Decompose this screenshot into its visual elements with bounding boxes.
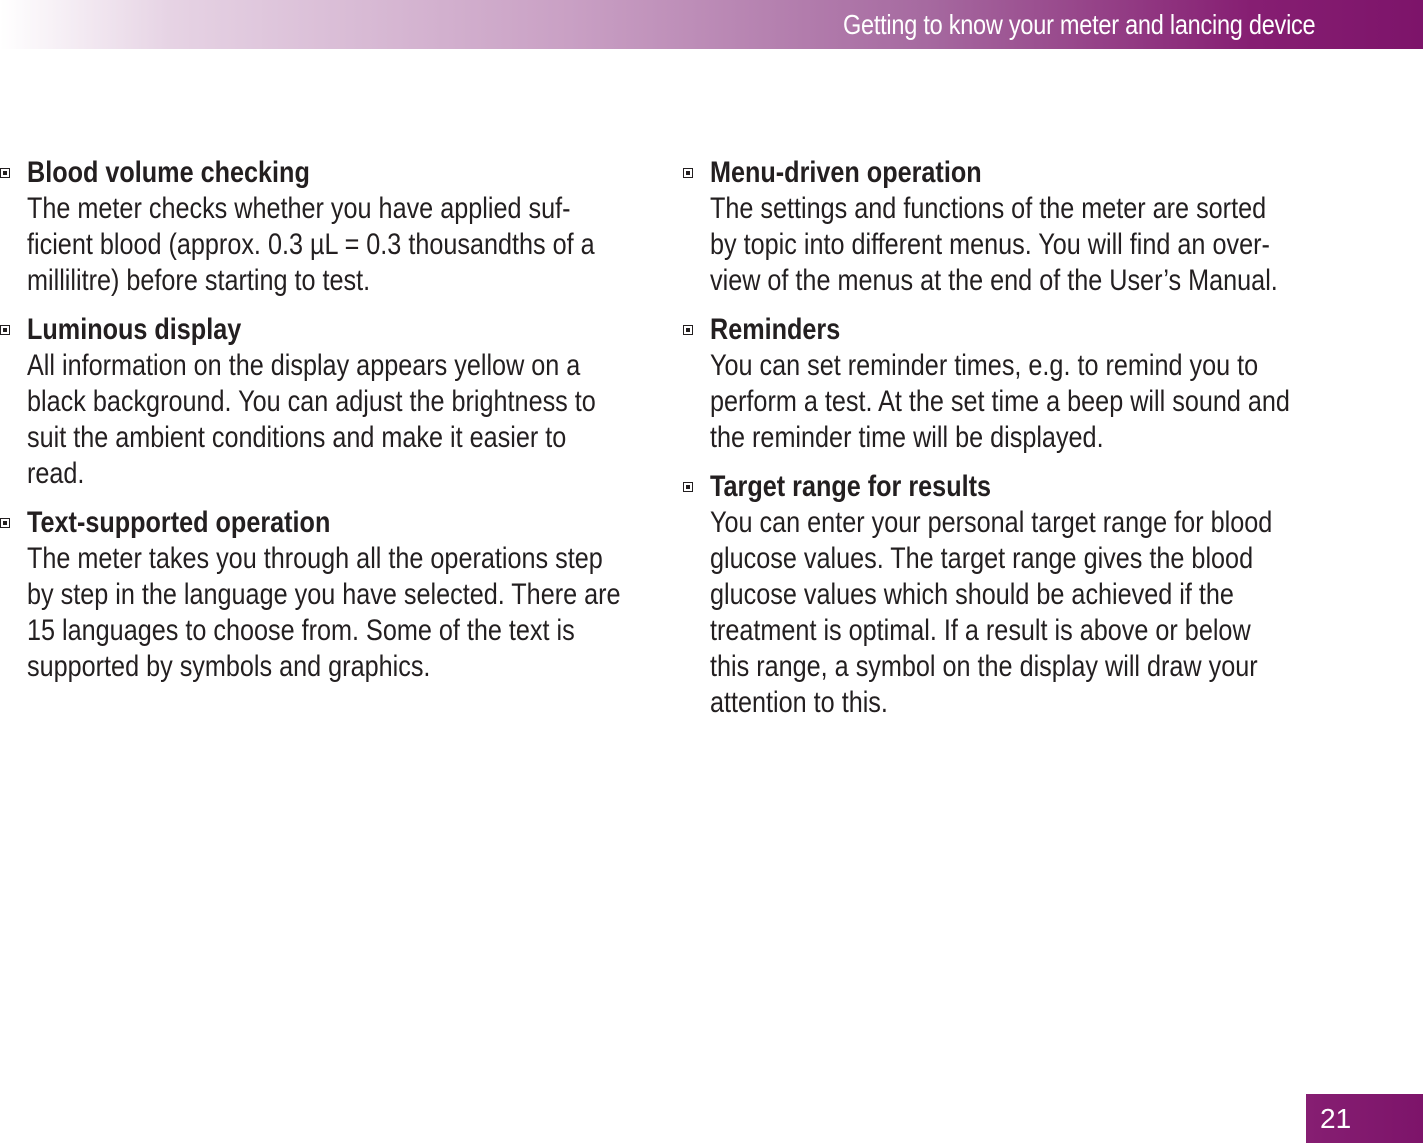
feature-text-line: by topic into different menus. You will find an over- bbox=[710, 228, 1270, 261]
feature-text-line: ficient blood (approx. 0.3 µL = 0.3 thousandths of a bbox=[27, 228, 595, 261]
left-column bbox=[0, 155, 640, 698]
feature-blood-volume-checking bbox=[0, 155, 640, 299]
feature-title: Target range for results bbox=[710, 470, 992, 503]
feature-title: Blood volume checking bbox=[27, 156, 310, 189]
feature-text-supported-operation bbox=[0, 505, 640, 685]
page-number: 21 bbox=[1320, 1103, 1352, 1134]
feature-text-line: supported by symbols and graphics. bbox=[27, 650, 431, 683]
feature-text-line: 15 languages to choose from. Some of the text is bbox=[27, 614, 575, 647]
feature-text-line: All information on the display appears yellow on a bbox=[27, 349, 581, 382]
feature-title: Text-supported operation bbox=[27, 506, 331, 539]
feature-text-line: this range, a symbol on the display will draw your bbox=[710, 650, 1258, 683]
feature-text-line: You can set reminder times, e.g. to remind you to bbox=[710, 349, 1259, 382]
square-bullet-icon bbox=[0, 325, 10, 335]
feature-text-line: The meter checks whether you have applied suf- bbox=[27, 192, 571, 225]
feature-title: Reminders bbox=[710, 313, 841, 346]
header-band bbox=[0, 0, 1423, 49]
feature-text-line: glucose values which should be achieved if the bbox=[710, 578, 1234, 611]
square-bullet-icon bbox=[683, 168, 693, 178]
feature-text-line: the reminder time will be displayed. bbox=[710, 421, 1104, 454]
feature-text-line: read. bbox=[27, 457, 85, 490]
feature-text-line: treatment is optimal. If a result is above or below bbox=[710, 614, 1251, 647]
feature-text-line: You can enter your personal target range for blood bbox=[710, 506, 1273, 539]
square-bullet-icon bbox=[0, 518, 10, 528]
feature-text-line: millilitre) before starting to test. bbox=[27, 264, 371, 297]
square-bullet-icon bbox=[683, 482, 693, 492]
feature-text-line: attention to this. bbox=[710, 686, 888, 719]
feature-luminous-display bbox=[0, 312, 640, 492]
feature-text-line: glucose values. The target range gives the blood bbox=[710, 542, 1254, 575]
feature-menu-driven-operation bbox=[683, 155, 1323, 299]
feature-reminders bbox=[683, 312, 1323, 456]
page-number-tab bbox=[1306, 1094, 1423, 1143]
feature-title: Luminous display bbox=[27, 313, 242, 346]
feature-title: Menu-driven operation bbox=[710, 156, 982, 189]
right-column bbox=[683, 155, 1323, 734]
feature-target-range bbox=[683, 469, 1323, 721]
feature-text-line: black background. You can adjust the brightness to bbox=[27, 385, 596, 418]
square-bullet-icon bbox=[683, 325, 693, 335]
feature-text-line: perform a test. At the set time a beep will sound and bbox=[710, 385, 1290, 418]
square-bullet-icon bbox=[0, 168, 10, 178]
feature-text-line: The settings and functions of the meter are sorted bbox=[710, 192, 1267, 225]
feature-text-line: The meter takes you through all the operations step bbox=[27, 542, 603, 575]
section-title: Getting to know your meter and lancing device bbox=[842, 9, 1315, 40]
feature-text-line: by step in the language you have selected. There are bbox=[27, 578, 621, 611]
feature-text-line: view of the menus at the end of the User’s Manual. bbox=[710, 264, 1278, 297]
feature-text-line: suit the ambient conditions and make it easier to bbox=[27, 421, 567, 454]
